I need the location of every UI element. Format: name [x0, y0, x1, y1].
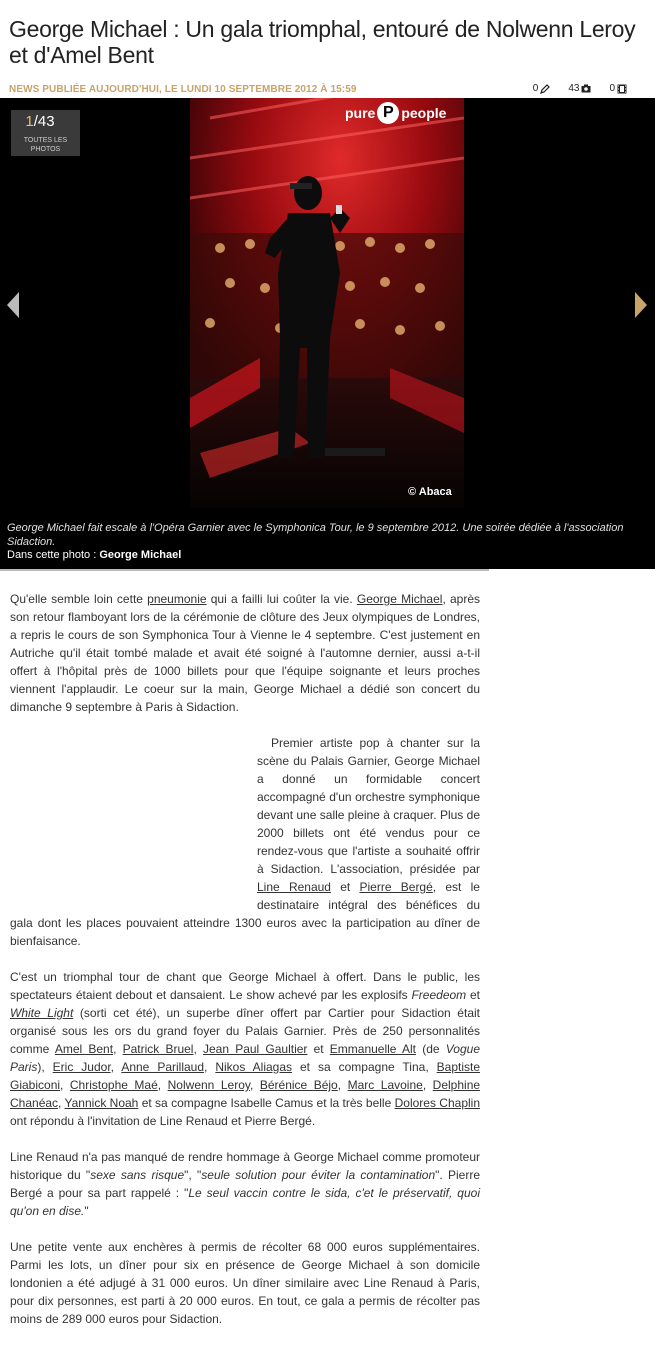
link-yannick-noah[interactable]: Yannick Noah: [64, 1096, 139, 1110]
link-george-michael[interactable]: George Michael: [356, 592, 443, 606]
article-counts: [515, 83, 627, 94]
all-photos-link[interactable]: TOUTES LES PHOTOS: [23, 137, 68, 153]
camera-icon: [581, 84, 591, 93]
videos-count[interactable]: 0: [609, 83, 627, 94]
slideshow: [0, 98, 655, 514]
link-pneumonie[interactable]: pneumonie: [147, 592, 207, 606]
film-icon: [617, 84, 627, 94]
paragraph-4: Line Renaud n'a pas manqué de rendre hommage à George Michael comme promoteur historique du "sexe sans risque", "seule solution pour éviter la contamination". Pierre Bergé a pour sa part rappelé : "Le seul vaccin contre le sida, c'et le préservatif, quoi qu'on en dise.": [10, 1150, 481, 1218]
link-pierre-berge[interactable]: Pierre Bergé: [359, 880, 433, 894]
ad-placeholder: [10, 734, 257, 907]
paragraph-2: Premier artiste pop à chanter sur la scène du Palais Garnier, George Michael a donné un formidable concert accompagné d'un orchestre symphonique devant une salle pleine à craquer. Plus de 2000 billets ont été vendus pour ce rendez-vous que l'artiste a souhaité offrir à Sidaction. L'association, présidée par Line Renaud et Pierre Bergé, est le destinataire intégral des bénéfices du gala dont les places pouvaient atteindre 1300 euros avec la participation au dîner de bienfaisance.: [10, 736, 480, 948]
main-photo[interactable]: [190, 98, 464, 508]
link-jean-paul-gaultier[interactable]: Jean Paul Gaultier: [202, 1042, 308, 1056]
link-line-renaud[interactable]: Line Renaud: [257, 880, 331, 894]
link-emmanuelle-alt[interactable]: Emmanuelle Alt: [329, 1042, 417, 1056]
link-amel-bent[interactable]: Amel Bent: [54, 1042, 114, 1056]
in-photo: Dans cette photo : George Michael: [7, 549, 182, 561]
article-title: George Michael : Un gala triomphal, entouré de Nolwenn Leroy et d'Amel Bent: [9, 16, 636, 68]
link-delphine-chaneac[interactable]: Delphine Chanéac: [10, 1078, 481, 1110]
photo-credit: © Abaca: [408, 486, 452, 498]
pure-people-logo: pure P people: [345, 102, 446, 124]
current-photo-number: 1: [25, 113, 34, 130]
link-dolores-chaplin[interactable]: Dolores Chaplin: [394, 1096, 480, 1110]
arrow-right-icon: [633, 290, 649, 320]
previous-photo-button[interactable]: [5, 290, 21, 320]
link-baptiste-giabiconi[interactable]: Baptiste Giabiconi: [10, 1060, 480, 1092]
total-photos: /43: [33, 113, 55, 130]
caption-text: George Michael fait escale à l'Opéra Garnier avec le Symphonica Tour, le 9 septembre 2012. Une soirée dédiée à l'association Sidaction.: [7, 522, 624, 548]
link-marc-lavoine[interactable]: Marc Lavoine: [347, 1078, 423, 1092]
paragraph-3: C'est un triomphal tour de chant que George Michael à offert. Dans le public, les spectateurs étaient debout et dansaient. Le show achevé par les explosifs Freedeom et White Light (sorti cet été), un superbe dîner offert par Cartier pour Sidaction était organisé sous les ors du grand foyer du Palais Garnier. Près de 250 personnalités comme Amel Bent, Patrick Bruel, Jean Paul Gaultier et Emmanuelle Alt (de Vogue Paris), Eric Judor, Anne Parillaud, Nikos Aliagas et sa compagne Tina, Baptiste Giabiconi, Christophe Maé, Nolwenn Leroy, Bérénice Béjo, Marc Lavoine, Delphine Chanéac, Yannick Noah et sa compagne Isabelle Camus et la très belle Dolores Chaplin ont répondu à l'invitation de Line Renaud et Pierre Bergé.: [10, 970, 481, 1128]
link-nolwenn-leroy[interactable]: Nolwenn Leroy: [167, 1078, 250, 1092]
arrow-left-icon: [5, 290, 21, 320]
article-body: [10, 590, 480, 1346]
link-nikos-aliagas[interactable]: Nikos Aliagas: [215, 1060, 293, 1074]
publish-date: NEWS PUBLIÉE AUJOURD'HUI, LE LUNDI 10 SEPTEMBRE 2012 À 15:59: [9, 84, 357, 95]
paragraph-1: Qu'elle semble loin cette pneumonie qui a failli lui coûter la vie. George Michael, après son retour flamboyant lors de la cérémonie de clôture des Jeux olympiques de Londres, a repris le cours de son Symphonica Tour à Vienne le 4 septembre. C'est justement en Autriche qu'il était tombé malade et avait été soigné à l'automne dernier, aussi a-t-il offert à l'hôpital près de 1000 billets pour que l'équipe soignante et leurs proches viennent l'applaudir. Le coeur sur la main, George Michael a dédié son concert du dimanche 9 septembre à Paris à Sidaction.: [10, 592, 481, 714]
divider: [0, 569, 489, 571]
link-christophe-mae[interactable]: Christophe Maé: [69, 1078, 158, 1092]
next-photo-button[interactable]: [633, 290, 649, 320]
comments-count[interactable]: 0: [533, 83, 551, 94]
in-photo-name[interactable]: George Michael: [99, 549, 182, 561]
link-white-light[interactable]: White Light: [10, 1006, 74, 1020]
paragraph-5: Une petite vente aux enchères à permis de récolter 68 000 euros supplémentaires. Parmi les lots, un dîner pour six en présence de George Michael à son domicile londonien a été adjugé à 31 000 euros. Un dîner similaire avec Line Renaud à Paris, pour dix personnes, est parti à 20 000 euros. En tout, ce gala a permis de récolter pas moins de 289 000 euros pour Sidaction.: [10, 1240, 480, 1326]
link-anne-parillaud[interactable]: Anne Parillaud: [121, 1060, 205, 1074]
link-eric-judor[interactable]: Eric Judor: [52, 1060, 111, 1074]
link-patrick-bruel[interactable]: Patrick Bruel: [122, 1042, 194, 1056]
link-berenice-bejo[interactable]: Bérénice Béjo: [259, 1078, 338, 1092]
photo-caption: [0, 514, 655, 569]
pencil-icon: [540, 84, 550, 94]
photos-count[interactable]: 43: [568, 83, 591, 94]
photo-counter[interactable]: [11, 110, 80, 156]
